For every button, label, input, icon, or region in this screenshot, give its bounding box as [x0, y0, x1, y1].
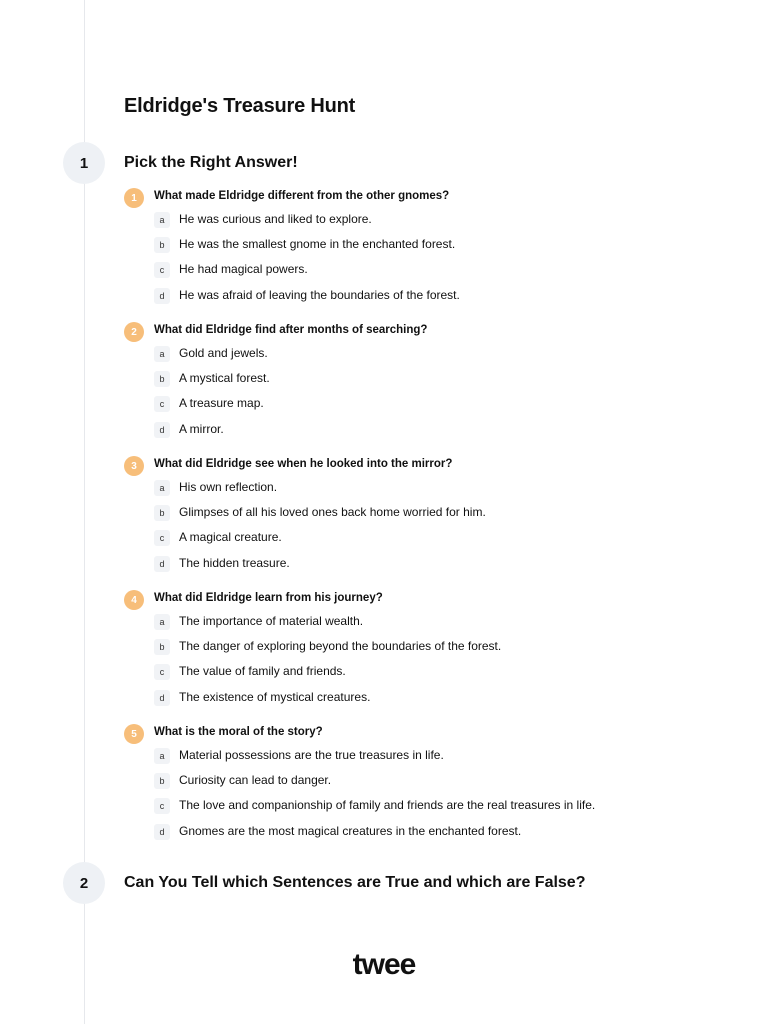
option-letter: a	[154, 614, 170, 630]
answer-option[interactable]	[124, 686, 724, 711]
section-number-2: 2	[63, 862, 105, 904]
answer-option[interactable]	[124, 476, 724, 501]
option-letter: b	[154, 505, 170, 521]
answer-option[interactable]	[124, 635, 724, 660]
section-title-1: Pick the Right Answer!	[124, 154, 298, 171]
option-text: He was afraid of leaving the boundaries of the forest.	[179, 287, 460, 302]
option-text: Gold and jewels.	[179, 346, 268, 360]
answer-option[interactable]	[124, 552, 724, 577]
option-text: The hidden treasure.	[179, 555, 290, 570]
question-4	[124, 588, 724, 711]
question-number-badge: 4	[124, 590, 144, 610]
option-text: Curiosity can lead to danger.	[179, 773, 332, 788]
option-letter: a	[154, 748, 170, 764]
option-letter: c	[154, 798, 170, 814]
answer-option[interactable]	[124, 769, 724, 794]
answer-option[interactable]	[124, 794, 724, 819]
answer-option[interactable]	[124, 660, 724, 685]
answer-option[interactable]	[124, 367, 724, 392]
question-number-badge: 5	[124, 724, 144, 744]
option-letter: d	[154, 690, 170, 706]
option-letter: c	[154, 664, 170, 680]
option-text: Glimpses of all his loved ones back home worried for him.	[179, 505, 486, 520]
question-1	[124, 186, 724, 309]
answer-option[interactable]	[124, 526, 724, 551]
question-number-badge: 3	[124, 456, 144, 476]
option-text: A mirror.	[179, 421, 224, 436]
question-3	[124, 454, 724, 577]
question-text: What did Eldridge learn from his journey?	[154, 592, 383, 604]
option-text: His own reflection.	[179, 480, 278, 494]
answer-option[interactable]	[124, 342, 724, 367]
twee-logo: twee	[352, 948, 416, 981]
option-text: The existence of mystical creatures.	[179, 689, 371, 704]
option-text: A mystical forest.	[179, 371, 270, 386]
option-letter: c	[154, 530, 170, 546]
option-letter: b	[154, 371, 170, 387]
option-letter: b	[154, 639, 170, 655]
option-letter: d	[154, 556, 170, 572]
question-5	[124, 722, 724, 845]
option-text: A magical creature.	[179, 530, 282, 545]
answer-option[interactable]	[124, 610, 724, 635]
section-title-2: Can You Tell which Sentences are True and which are False?	[124, 874, 586, 891]
answer-option[interactable]	[124, 208, 724, 233]
option-letter: a	[154, 212, 170, 228]
option-text: Gnomes are the most magical creatures in the enchanted forest.	[179, 823, 522, 838]
answer-option[interactable]	[124, 392, 724, 417]
answer-option[interactable]	[124, 284, 724, 309]
question-number-badge: 1	[124, 188, 144, 208]
option-text: The value of family and friends.	[179, 664, 346, 679]
option-text: He had magical powers.	[179, 262, 308, 277]
option-text: Material possessions are the true treasures in life.	[179, 748, 444, 762]
answer-option[interactable]	[124, 418, 724, 443]
answer-option[interactable]	[124, 233, 724, 258]
answer-option[interactable]	[124, 258, 724, 283]
option-letter: b	[154, 773, 170, 789]
question-text: What did Eldridge find after months of searching?	[154, 324, 428, 336]
option-text: The importance of material wealth.	[179, 614, 364, 628]
option-letter: b	[154, 237, 170, 253]
option-letter: c	[154, 262, 170, 278]
question-number-badge: 2	[124, 322, 144, 342]
answer-option[interactable]	[124, 501, 724, 526]
option-letter: a	[154, 480, 170, 496]
option-letter: c	[154, 396, 170, 412]
option-letter: a	[154, 346, 170, 362]
answer-option[interactable]	[124, 820, 724, 845]
page-title: Eldridge's Treasure Hunt	[124, 95, 356, 117]
option-text: A treasure map.	[179, 396, 264, 411]
option-letter: d	[154, 824, 170, 840]
answer-option[interactable]	[124, 744, 724, 769]
question-text: What did Eldridge see when he looked into the mirror?	[154, 458, 453, 470]
question-2	[124, 320, 724, 443]
option-text: The love and companionship of family and friends are the real treasures in life.	[179, 798, 596, 813]
section-number-1: 1	[63, 142, 105, 184]
option-text: He was curious and liked to explore.	[179, 212, 372, 226]
option-text: The danger of exploring beyond the boundaries of the forest.	[179, 639, 502, 654]
question-text: What is the moral of the story?	[154, 726, 323, 738]
option-letter: d	[154, 288, 170, 304]
option-text: He was the smallest gnome in the enchanted forest.	[179, 237, 456, 252]
option-letter: d	[154, 422, 170, 438]
question-text: What made Eldridge different from the other gnomes?	[154, 190, 450, 202]
